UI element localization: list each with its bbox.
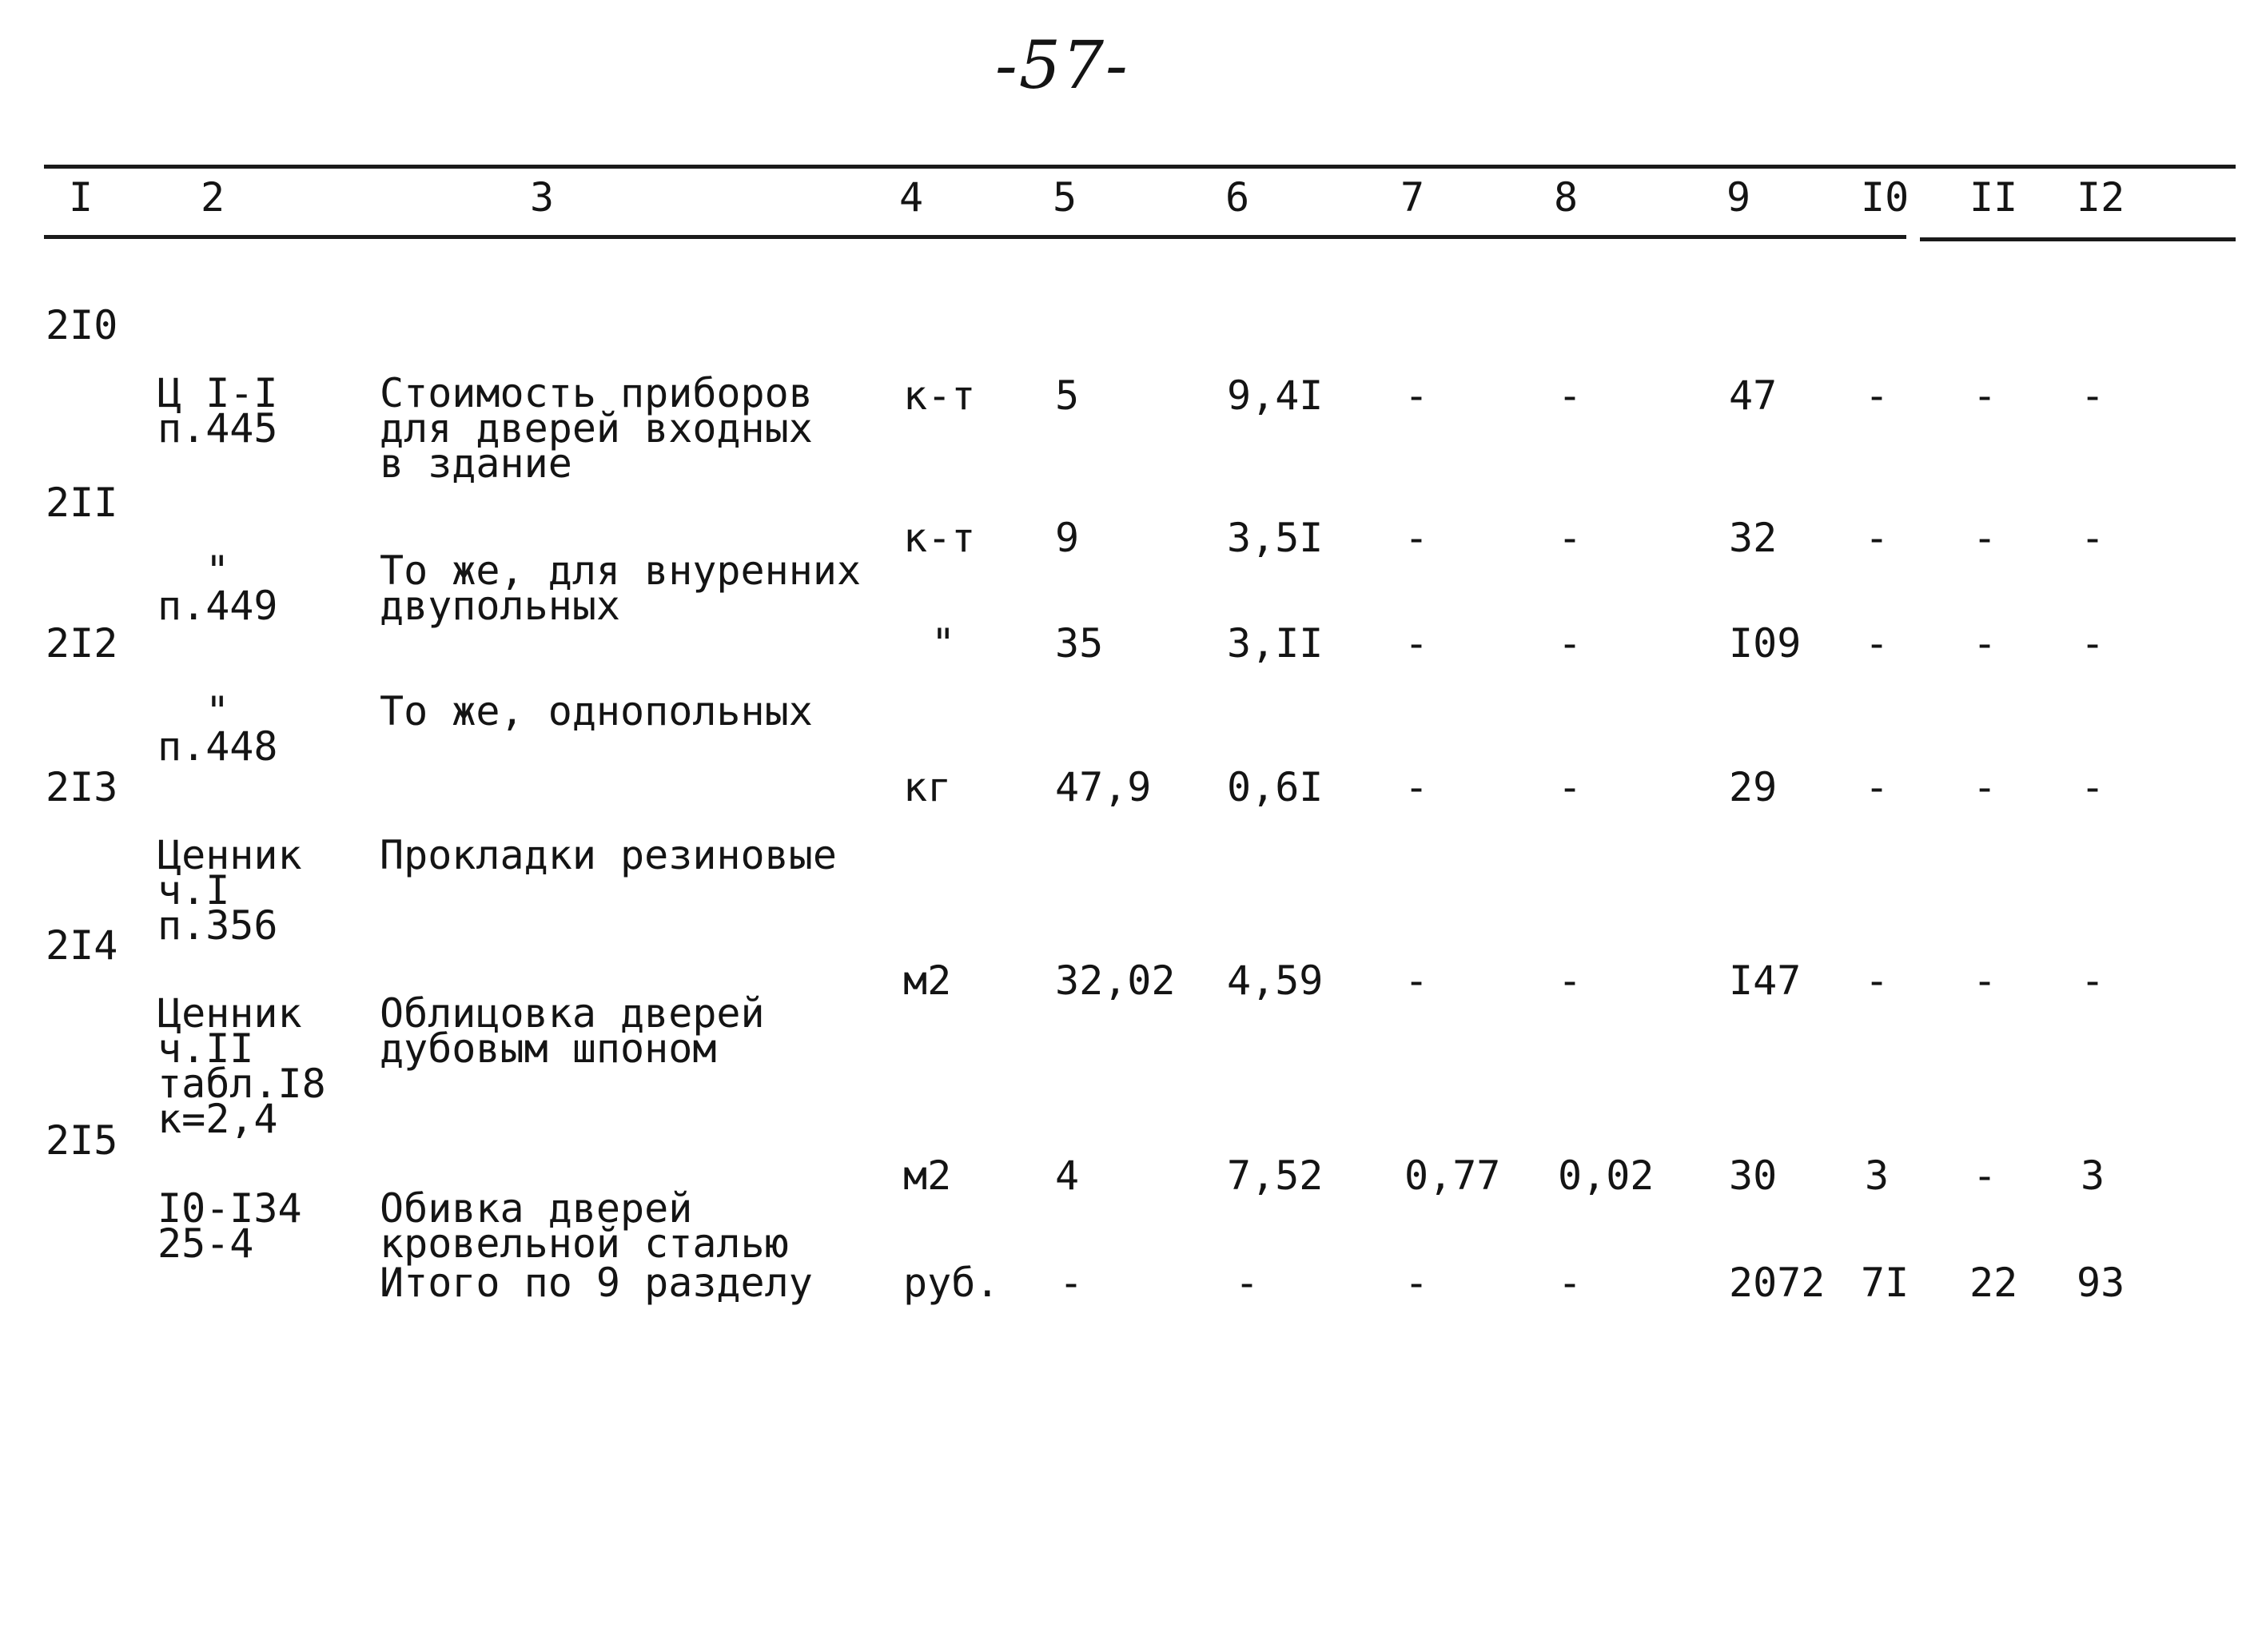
row-col-9: 29: [1729, 764, 1778, 810]
col-header-2: 2: [201, 174, 225, 221]
row-col-11: -: [1973, 372, 1997, 419]
row-reference: Ценник ч.I п.356: [157, 832, 302, 949]
row-unit: к-т: [903, 372, 976, 419]
row-reference: Ц I-I п.445: [157, 370, 278, 452]
row-col-10: -: [1865, 372, 1890, 419]
row-col-8: -: [1558, 515, 1583, 561]
row-col-7: -: [1404, 372, 1429, 419]
row-col-12: -: [2081, 515, 2105, 561]
total-unit-price: -: [1235, 1260, 1260, 1306]
row-col-7: -: [1404, 764, 1429, 810]
row-unit: м2: [903, 957, 952, 1004]
col-header-11: II: [1969, 174, 2018, 221]
row-quantity: 9: [1055, 515, 1080, 561]
col-header-6: 6: [1225, 174, 1250, 221]
row-number: 2I5: [46, 1117, 118, 1164]
row-number: 2I4: [46, 922, 118, 969]
row-col-10: -: [1865, 620, 1890, 667]
row-unit-price: 0,6I: [1227, 764, 1324, 810]
row-col-7: 0,77: [1404, 1152, 1501, 1199]
row-col-8: 0,02: [1558, 1152, 1655, 1199]
row-col-10: -: [1865, 957, 1890, 1004]
row-col-12: -: [2081, 957, 2105, 1004]
total-unit: руб.: [903, 1260, 1000, 1306]
row-col-8: -: [1558, 372, 1583, 419]
row-reference: I0-I34 25-4: [157, 1185, 302, 1267]
header-bottom-rule-right: [1920, 237, 2236, 241]
row-unit-price: 9,4I: [1227, 372, 1324, 419]
row-col-8: -: [1558, 957, 1583, 1004]
row-reference: " п.448: [157, 688, 278, 770]
row-name: То же, однопольных: [380, 688, 813, 734]
page-number: -57-: [995, 28, 1129, 104]
row-unit-price: 3,5I: [1227, 515, 1324, 561]
row-col-7: -: [1404, 515, 1429, 561]
table-top-rule: [44, 165, 2236, 169]
row-number: 2I2: [46, 620, 118, 667]
col-header-7: 7: [1400, 174, 1425, 221]
row-quantity: 4: [1055, 1152, 1080, 1199]
row-name: Обивка дверей кровельной сталью: [380, 1185, 789, 1267]
row-col-12: -: [2081, 620, 2105, 667]
row-quantity: 47,9: [1055, 764, 1152, 810]
row-unit: кг: [903, 764, 952, 810]
row-col-11: -: [1973, 764, 1997, 810]
header-bottom-rule: [44, 235, 1906, 239]
row-col-11: -: [1973, 1152, 1997, 1199]
col-header-9: 9: [1726, 174, 1751, 221]
row-quantity: 5: [1055, 372, 1080, 419]
row-quantity: 35: [1055, 620, 1104, 667]
row-name: Облицовка дверей дубовым шпоном: [380, 990, 765, 1072]
row-col-9: I09: [1729, 620, 1802, 667]
row-col-8: -: [1558, 764, 1583, 810]
row-col-10: -: [1865, 764, 1890, 810]
row-col-12: -: [2081, 372, 2105, 419]
row-number: 2I0: [46, 302, 118, 348]
col-header-12: I2: [2077, 174, 2125, 221]
row-unit-price: 7,52: [1227, 1152, 1324, 1199]
col-header-8: 8: [1554, 174, 1579, 221]
total-col-9: 2072: [1729, 1260, 1826, 1306]
row-quantity: 32,02: [1055, 957, 1176, 1004]
row-col-8: -: [1558, 620, 1583, 667]
row-col-9: 32: [1729, 515, 1778, 561]
total-col-12: 93: [2077, 1260, 2125, 1306]
row-col-12: -: [2081, 764, 2105, 810]
row-col-11: -: [1973, 515, 1997, 561]
row-col-7: -: [1404, 957, 1429, 1004]
row-col-7: -: [1404, 620, 1429, 667]
total-label: Итого по 9 разделу: [380, 1260, 813, 1306]
col-header-5: 5: [1053, 174, 1077, 221]
col-header-4: 4: [899, 174, 924, 221]
row-col-9: 47: [1729, 372, 1778, 419]
row-unit: к-т: [903, 515, 976, 561]
row-col-11: -: [1973, 957, 1997, 1004]
row-unit: ": [931, 620, 956, 667]
row-unit-price: 4,59: [1227, 957, 1324, 1004]
total-col-8: -: [1558, 1260, 1583, 1306]
row-col-10: -: [1865, 515, 1890, 561]
row-number: 2II: [46, 480, 118, 526]
total-col-7: -: [1404, 1260, 1429, 1306]
total-quantity: -: [1059, 1260, 1084, 1306]
row-reference: Ценник ч.II табл.I8 к=2,4: [157, 990, 326, 1142]
row-name: Прокладки резиновые: [380, 832, 837, 878]
row-name: То же, для внуренних двупольных: [380, 547, 862, 629]
row-unit-price: 3,II: [1227, 620, 1324, 667]
col-header-10: I0: [1861, 174, 1910, 221]
col-header-3: 3: [530, 174, 555, 221]
total-col-10: 7I: [1861, 1260, 1910, 1306]
col-header-1: I: [69, 174, 94, 221]
row-col-9: 30: [1729, 1152, 1778, 1199]
row-col-11: -: [1973, 620, 1997, 667]
row-number: 2I3: [46, 764, 118, 810]
total-col-11: 22: [1969, 1260, 2018, 1306]
row-unit: м2: [903, 1152, 952, 1199]
row-col-9: I47: [1729, 957, 1802, 1004]
row-col-10: 3: [1865, 1152, 1890, 1199]
row-name: Стоимость приборов для дверей входных в здание: [380, 370, 813, 487]
row-reference: " п.449: [157, 547, 278, 629]
row-col-12: 3: [2081, 1152, 2105, 1199]
